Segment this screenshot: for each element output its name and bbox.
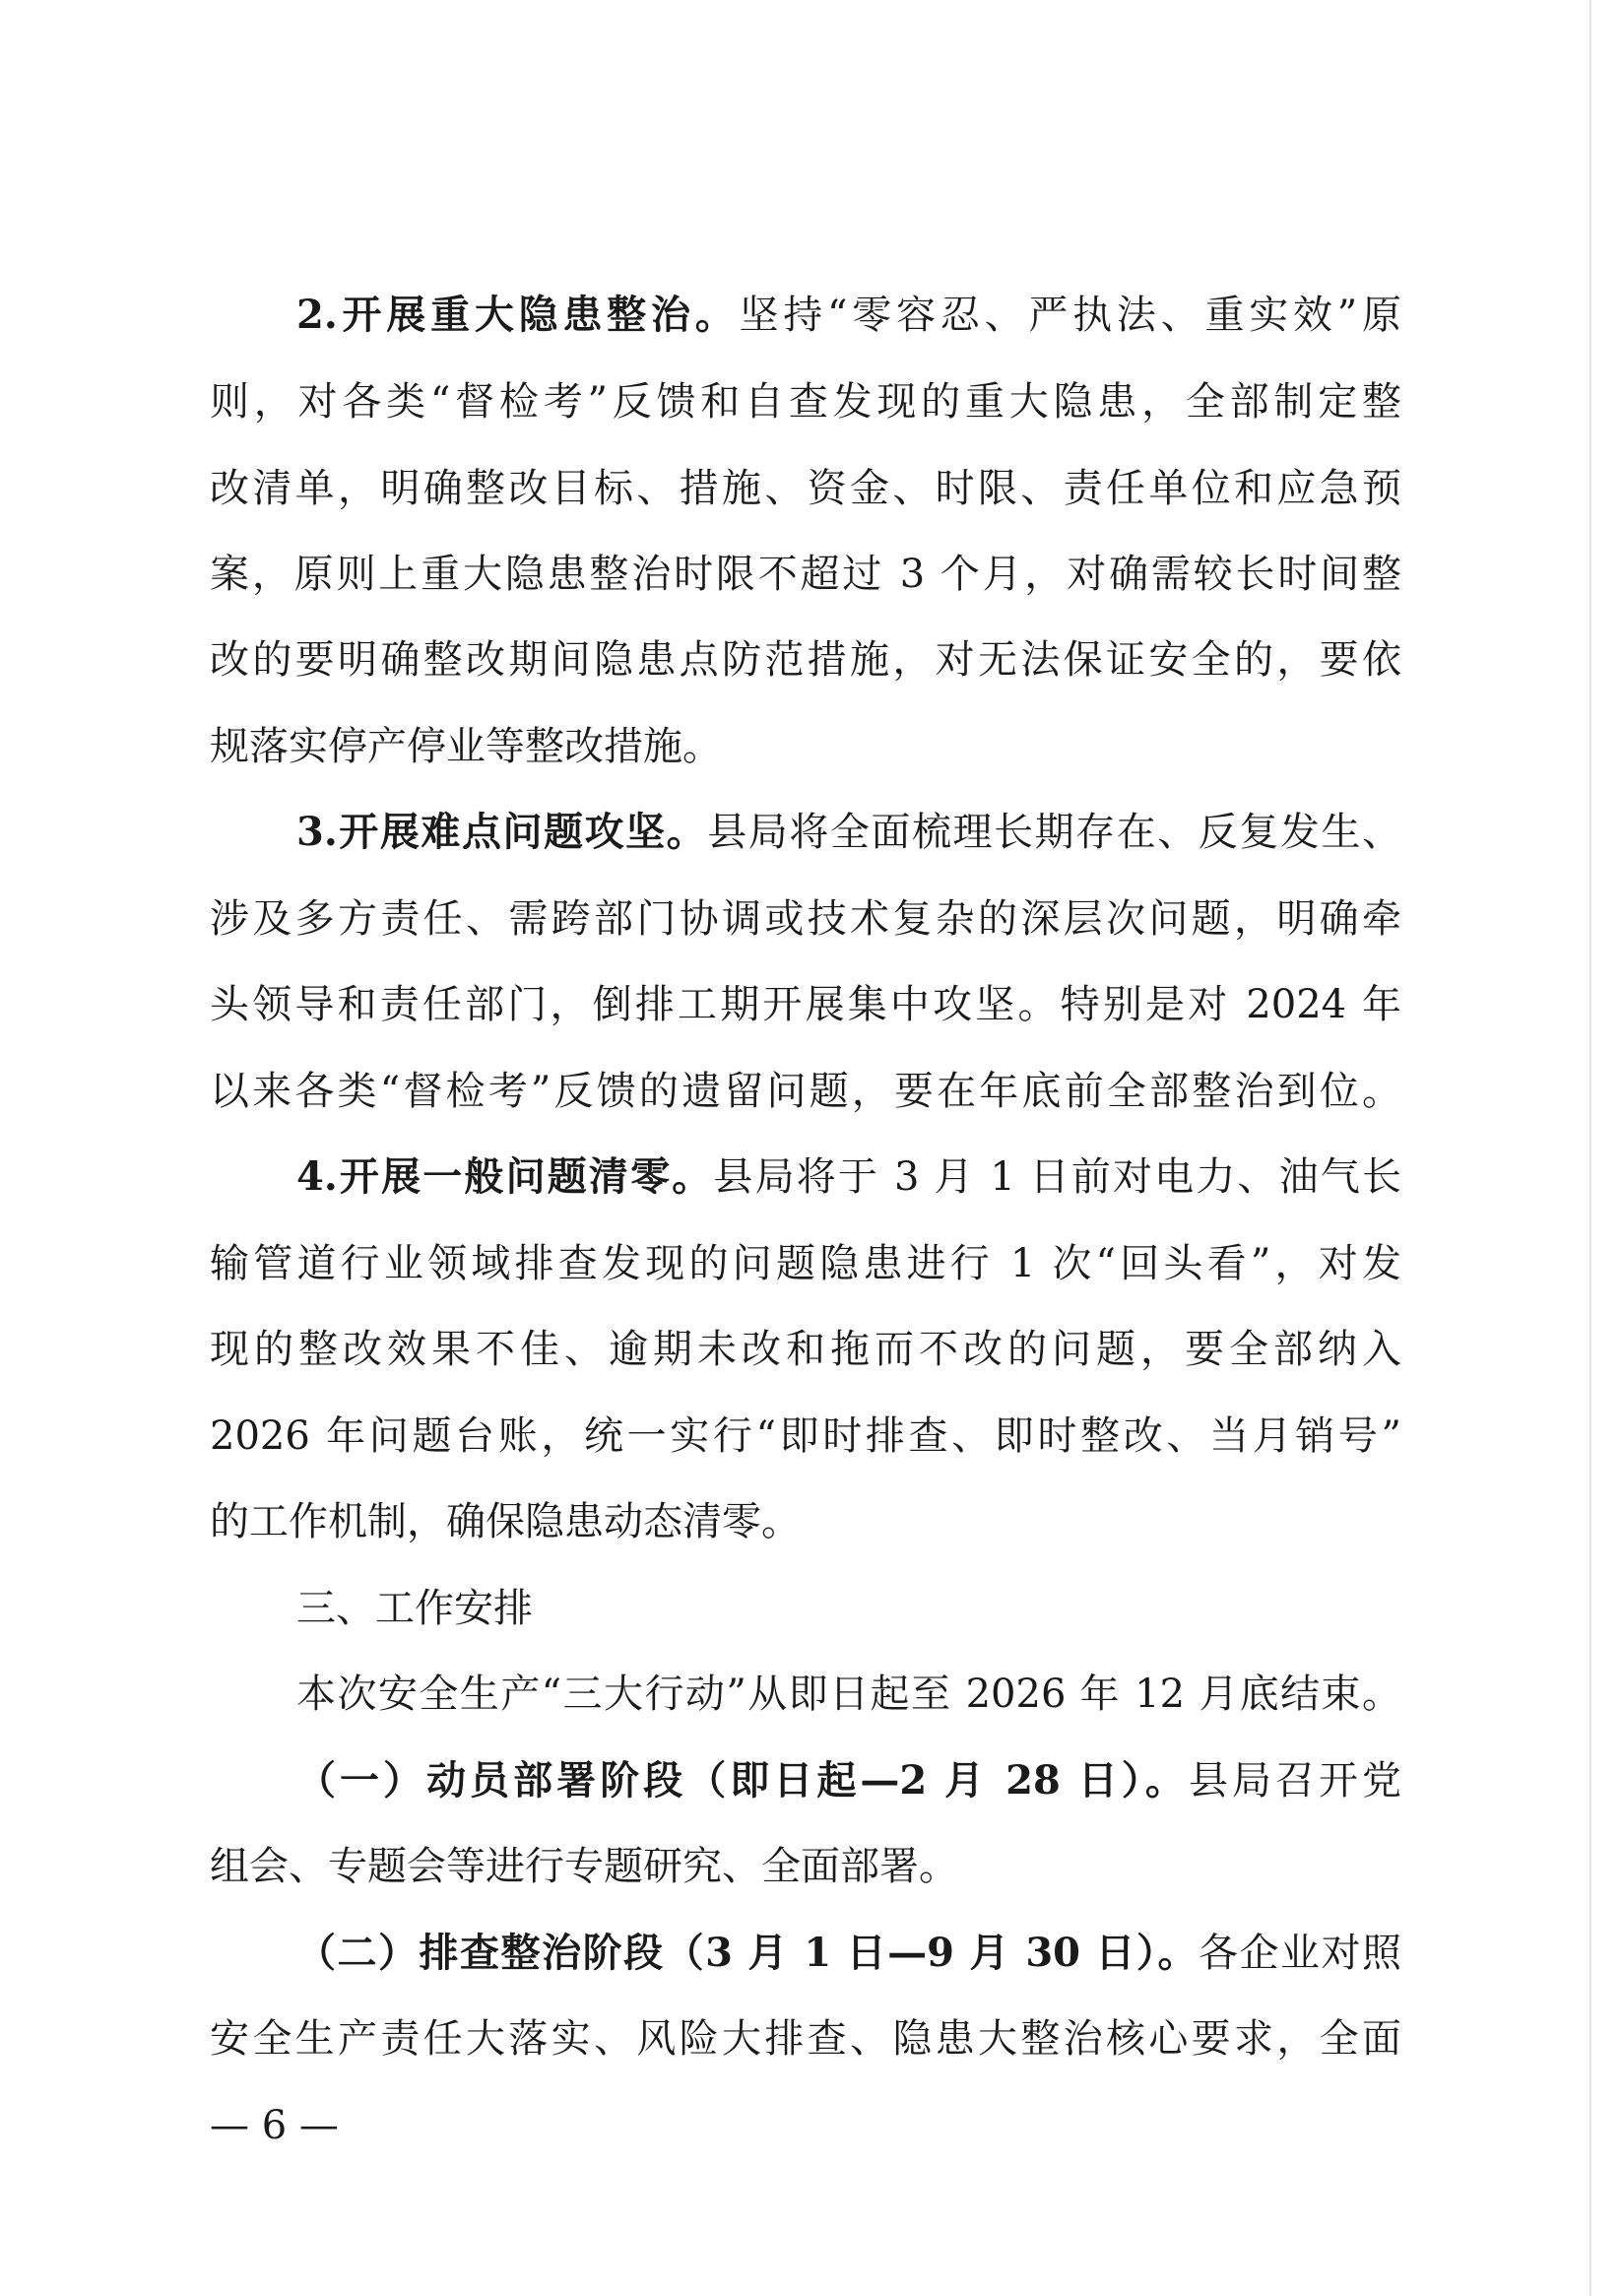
paragraph-7-line-1 xyxy=(296,1924,1401,1983)
paragraph-7-text: 各企业对照 xyxy=(1198,1931,1401,1976)
paragraph-2-line-6: 规落实停产停业等整改措施。 xyxy=(210,724,722,769)
paragraph-2-heading: 2.开展重大隐患整治。 xyxy=(296,292,740,338)
paragraph-4-line-3: 现的整改效果不佳、逾期未改和拖而不改的问题，要全部纳入 xyxy=(210,1327,1401,1372)
paragraph-3-text: 县局将全面梳理长期存在、反复发生、 xyxy=(707,810,1401,855)
paragraph-2-line-2: 则，对各类“督检考”反馈和自查发现的重大隐患，全部制定整 xyxy=(210,379,1401,425)
section-3-heading: 三、工作安排 xyxy=(296,1586,533,1631)
paragraph-6-heading: （一）动员部署阶段（即日起—2 月 28 日）。 xyxy=(296,1757,1189,1804)
paragraph-4-line-4: 2026 年问题台账，统一实行“即时排查、即时整改、当月销号” xyxy=(210,1413,1401,1459)
paragraph-2-line-3: 改清单，明确整改目标、措施、资金、时限、责任单位和应急预 xyxy=(210,466,1401,511)
paragraph-3-line-1 xyxy=(296,803,1401,862)
paragraph-6-line-2: 组会、专题会等进行专题研究、全面部署。 xyxy=(210,1844,958,1889)
paragraph-3-line-2: 涉及多方责任、需跨部门协调或技术复杂的深层次问题，明确牵 xyxy=(210,896,1401,942)
paragraph-6-text: 县局召开党 xyxy=(1188,1758,1401,1804)
paragraph-4-line-2: 输管道行业领域排查发现的问题隐患进行 1 次“回头看”，对发 xyxy=(210,1241,1401,1286)
paragraph-4-text: 县局将于 3 月 1 日前对电力、油气长 xyxy=(713,1154,1401,1200)
paragraph-7-heading: （二）排查整治阶段（3 月 1 日—9 月 30 日）。 xyxy=(296,1930,1199,1976)
paragraph-2-text: 坚持“零容忍、严执法、重实效”原 xyxy=(739,293,1401,338)
paragraph-5-line-1: 本次安全生产“三大行动”从即日起至 2026 年 12 月底结束。 xyxy=(296,1672,1401,1717)
paragraph-2-line-5: 改的要明确整改期间隐患点防范措施，对无法保证安全的，要依 xyxy=(210,637,1401,683)
page-number: — 6 — xyxy=(210,2103,339,2148)
page-edge xyxy=(1589,0,1591,2296)
paragraph-3-heading: 3.开展难点问题攻坚。 xyxy=(296,809,708,855)
paragraph-4-heading: 4.开展一般问题清零。 xyxy=(296,1153,714,1200)
paragraph-7-line-2: 安全生产责任大落实、风险大排查、隐患大整治核心要求，全面 xyxy=(210,2016,1401,2062)
paragraph-4-line-1 xyxy=(296,1148,1401,1207)
paragraph-2-line-1 xyxy=(296,286,1401,345)
paragraph-3-line-4: 以来各类“督检考”反馈的遗留问题，要在年底前全部整治到位。 xyxy=(210,1069,1401,1114)
paragraph-2-line-4: 案，原则上重大隐患整治时限不超过 3 个月，对确需较长时间整 xyxy=(210,552,1401,597)
paragraph-3-line-3: 头领导和责任部门，倒排工期开展集中攻坚。特别是对 2024 年 xyxy=(210,982,1401,1027)
paragraph-6-line-1 xyxy=(296,1751,1401,1810)
paragraph-4-line-5: 的工作机制，确保隐患动态清零。 xyxy=(210,1499,801,1544)
